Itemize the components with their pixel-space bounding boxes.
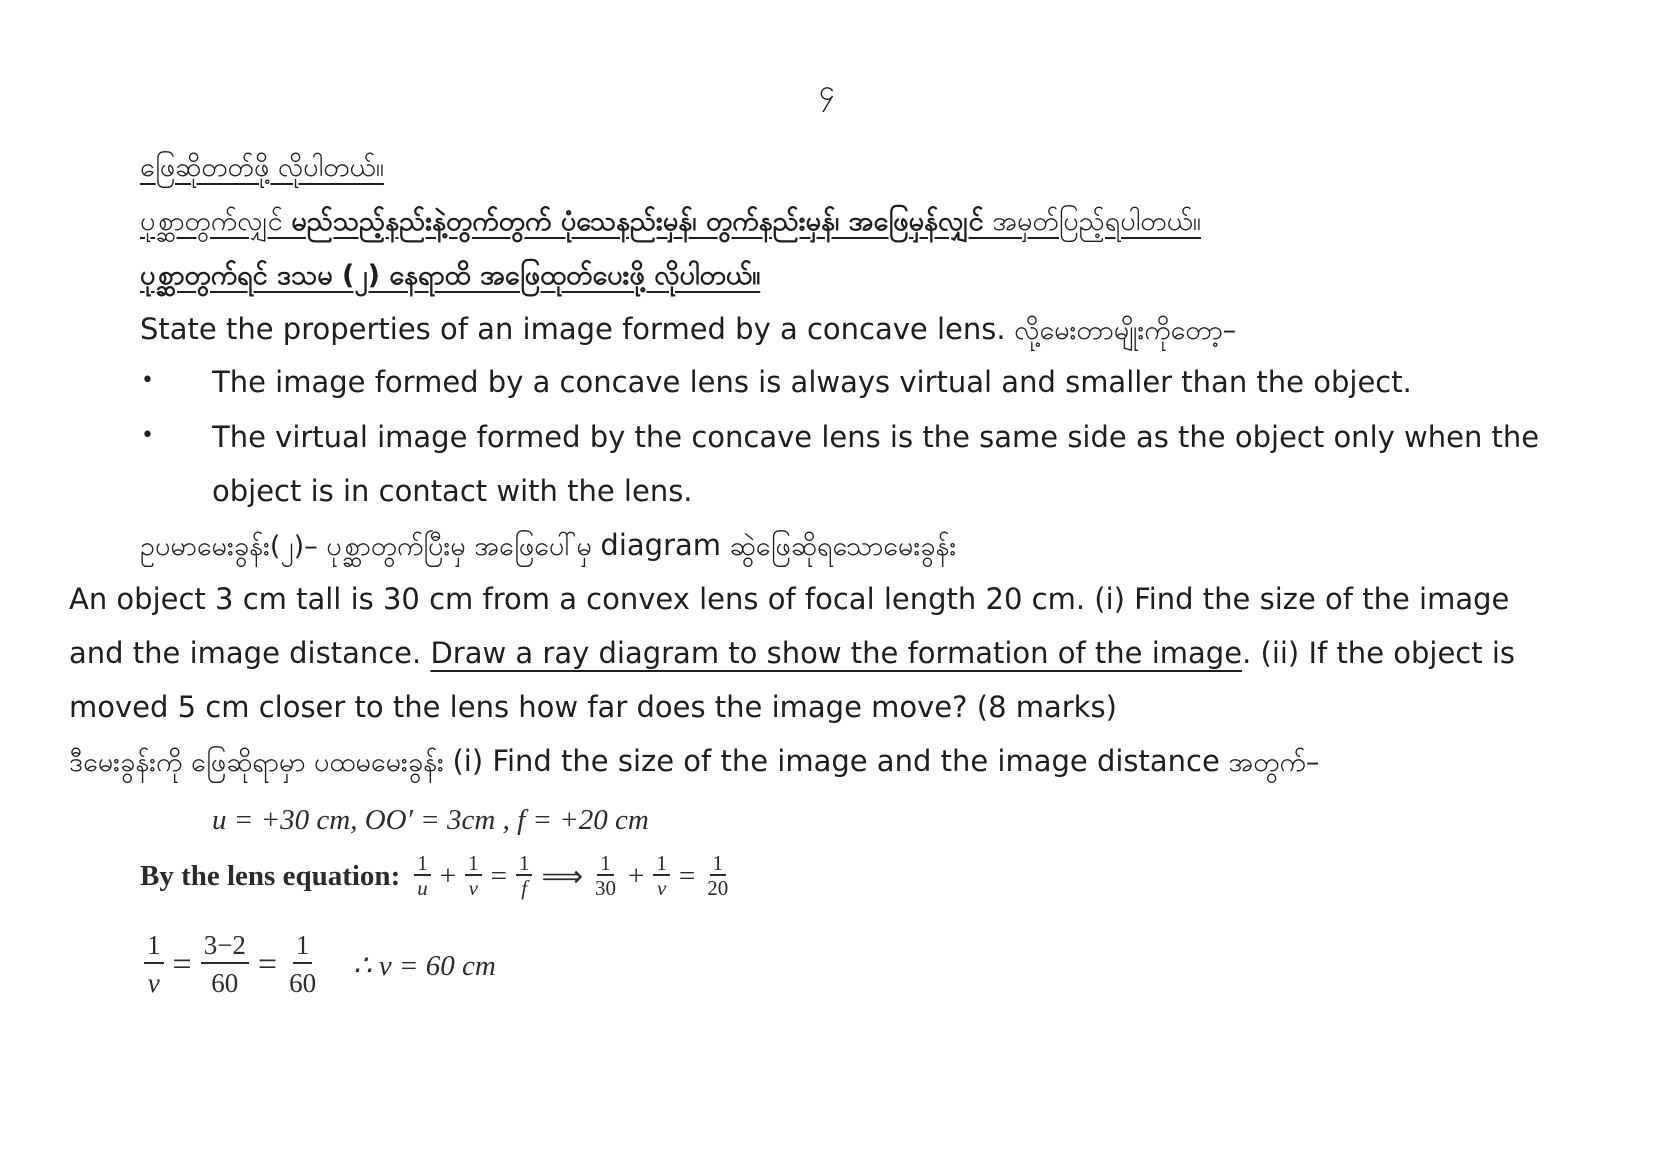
bullet-item-1: The image formed by a concave lens is always virtual and smaller than the object.: [212, 365, 1412, 399]
problem-line-2-b: . (ii) If the object is: [1242, 636, 1515, 670]
myanmar-line-3: ပုစ္ဆာတွက်ရင် ဒသမ (၂) နေရာထိ အဖြေထုတ်ပေးဖို့ လိုပါတယ်။: [140, 260, 761, 291]
example-header: [140, 525, 956, 567]
fraction-1-over-60: $\frac{1}{60}$: [289, 930, 317, 998]
answer-intro-mm-b: အတွက်–: [1219, 747, 1320, 778]
problem-line-3: moved 5 cm closer to the lens how far does the image move? (8 marks): [69, 690, 1117, 724]
plus-sign: +: [439, 859, 457, 892]
page-number: ၄: [819, 74, 835, 107]
fraction-1-over-v: $\frac{1}{v}$: [144, 928, 164, 1002]
bullet-dot: •: [141, 423, 154, 448]
answer-intro: [69, 741, 1319, 783]
equals-sign: =: [257, 946, 278, 983]
fraction-1-over-f: $\frac{1}{f}$: [516, 852, 533, 900]
fraction-1-over-20: $\frac{1}{20}$: [707, 851, 729, 900]
fraction-3-minus-2-over-60: $\frac{3-2}{60}$: [201, 928, 249, 1002]
problem-line-2-a: and the image distance.: [69, 636, 431, 670]
lens-equation-label: By the lens equation:: [140, 859, 401, 892]
myanmar-line-2: [140, 202, 1201, 242]
lens-equation: [140, 852, 735, 900]
example-header-en: diagram: [600, 528, 722, 562]
plus-sign: +: [628, 859, 645, 892]
equals-sign: =: [172, 946, 192, 983]
fraction-1-over-v: $\frac{1}{v}$: [653, 852, 670, 900]
problem-underlined-instruction: Draw a ray diagram to show the formation of the image: [430, 636, 1243, 670]
myanmar-line-2-bold: မည်သည့်နည်းနဲ့တွက်တွက် ပုံသေနည်းမှန်၊ တွက်နည်းမှန်၊ အဖြေမှန်လျှင်: [291, 206, 984, 237]
answer-intro-mm-a: ဒီမေးခွန်းကို ဖြေဆိုရာမှာ ပထမမေးခွန်း: [69, 747, 453, 778]
fraction-1-over-v: $\frac{1}{v}$: [465, 852, 482, 900]
fraction-1-over-u: $\frac{1}{u}$: [414, 852, 431, 900]
example-header-mm-a: ဥပမာမေးခွန်း(၂)– ပုစ္ဆာတွက်ပြီးမှ အဖြေပေါ်မှ: [140, 531, 601, 562]
question1-prompt-en: State the properties of an image formed by a concave lens.: [140, 312, 1006, 346]
myanmar-line-1: ဖြေဆိုတတ်ဖို့ လိုပါတယ်။: [140, 152, 384, 183]
result-v-60cm: ∴ v = 60 cm: [353, 949, 496, 982]
equals-sign: =: [490, 859, 507, 892]
answer-intro-en: (i) Find the size of the image and the image distance: [452, 744, 1220, 778]
fraction-1-over-30: $\frac{1}{30}$: [595, 851, 617, 900]
myanmar-line-2-c: အမှတ်ပြည့်ရပါတယ်။: [983, 206, 1201, 237]
given-values: u = +30 cm, OO′ = 3cm , f = +20 cm: [212, 804, 649, 836]
bullet-dot: •: [141, 368, 154, 393]
equals-sign: =: [678, 859, 696, 892]
bullet-item-2: The virtual image formed by the concave lens is the same side as the object only when the: [212, 420, 1540, 454]
problem-line-1: An object 3 cm tall is 30 cm from a convex lens of focal length 20 cm. (i) Find the size of the image: [69, 582, 1510, 616]
bullet-item-2-cont: object is in contact with the lens.: [212, 474, 693, 508]
solution-equation: [140, 928, 496, 1002]
problem-line-2: [69, 633, 1515, 673]
example-header-mm-b: ဆွဲဖြေဆိုရသောမေးခွန်း: [721, 531, 957, 562]
question1-prompt-mm: လို့မေးတာမျိုးကိုတော့–: [1005, 315, 1237, 346]
implies-arrow: ⟹: [541, 860, 584, 893]
myanmar-line-2-a: ပုစ္ဆာတွက်လျှင်: [140, 206, 292, 237]
question1-prompt: [140, 309, 1236, 351]
